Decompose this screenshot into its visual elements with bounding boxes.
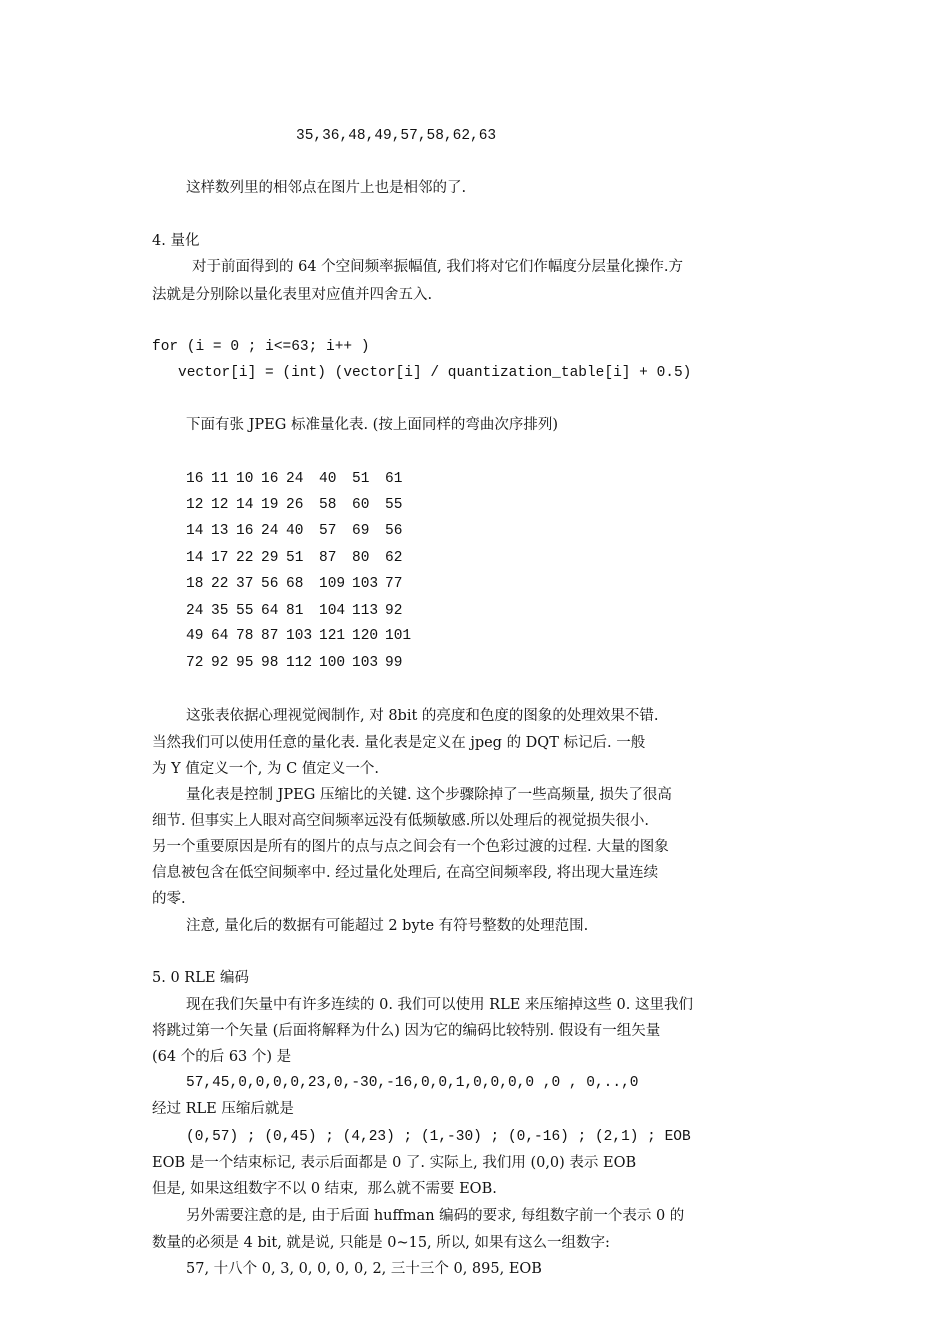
table-cell: 12 bbox=[186, 497, 204, 513]
section-heading-rle: 5. 0 RLE 编码 bbox=[152, 970, 250, 986]
table-cell: 22 bbox=[236, 550, 254, 566]
table-cell: 11 bbox=[211, 471, 229, 487]
table-cell: 16 bbox=[261, 471, 279, 487]
paragraph-line: 将跳过第一个矢量 (后面将解释为什么) 因为它的编码比较特别. 假设有一组矢量 bbox=[152, 1023, 661, 1039]
paragraph-line: 这样数列里的相邻点在图片上也是相邻的了. bbox=[186, 180, 467, 196]
table-cell: 56 bbox=[261, 576, 279, 592]
table-cell: 92 bbox=[211, 655, 229, 671]
paragraph-line: 另外需要注意的是, 由于后面 huffman 编码的要求, 每组数字前一个表示 0 的 bbox=[186, 1208, 685, 1224]
table-row bbox=[186, 521, 418, 541]
table-row bbox=[186, 626, 418, 646]
paragraph-line: 对于前面得到的 64 个空间频率振幅值, 我们将对它们作幅度分层量化操作.方 bbox=[192, 259, 683, 275]
table-row bbox=[186, 469, 418, 489]
table-cell: 104 bbox=[319, 603, 346, 619]
table-cell: 29 bbox=[261, 550, 279, 566]
table-cell: 55 bbox=[236, 603, 254, 619]
table-cell: 109 bbox=[319, 576, 346, 592]
table-cell: 87 bbox=[319, 550, 337, 566]
table-cell: 18 bbox=[186, 576, 204, 592]
paragraph-line: 经过 RLE 压缩后就是 bbox=[152, 1101, 294, 1117]
paragraph-line: 为 Y 值定义一个, 为 C 值定义一个. bbox=[152, 761, 379, 777]
table-row bbox=[186, 601, 418, 621]
paragraph-line: 另一个重要原因是所有的图片的点与点之间会有一个色彩过渡的过程. 大量的图象 bbox=[152, 839, 669, 855]
table-cell: 51 bbox=[286, 550, 304, 566]
table-cell: 120 bbox=[352, 628, 379, 644]
table-cell: 14 bbox=[186, 523, 204, 539]
paragraph-line: 但是, 如果这组数字不以 0 结束, 那么就不需要 EOB. bbox=[152, 1181, 497, 1197]
table-cell: 40 bbox=[319, 471, 337, 487]
table-row bbox=[186, 548, 418, 568]
table-cell: 100 bbox=[319, 655, 346, 671]
paragraph-line: EOB 是一个结束标记, 表示后面都是 0 了. 实际上, 我们用 (0,0) 表示 EOB bbox=[152, 1155, 637, 1171]
table-cell: 55 bbox=[385, 497, 403, 513]
table-cell: 61 bbox=[385, 471, 403, 487]
table-cell: 16 bbox=[236, 523, 254, 539]
table-cell: 95 bbox=[236, 655, 254, 671]
paragraph-line: 当然我们可以使用任意的量化表. 量化表是定义在 jpeg 的 DQT 标记后. 一般 bbox=[152, 735, 646, 751]
table-cell: 113 bbox=[352, 603, 379, 619]
table-cell: 60 bbox=[352, 497, 370, 513]
table-cell: 12 bbox=[211, 497, 229, 513]
table-cell: 14 bbox=[186, 550, 204, 566]
table-cell: 64 bbox=[261, 603, 279, 619]
table-cell: 16 bbox=[186, 471, 204, 487]
paragraph-line: 现在我们矢量中有许多连续的 0. 我们可以使用 RLE 来压缩掉这些 0. 这里我们 bbox=[186, 997, 693, 1013]
table-cell: 58 bbox=[319, 497, 337, 513]
table-cell: 24 bbox=[286, 471, 304, 487]
table-cell: 98 bbox=[261, 655, 279, 671]
paragraph-line: 这张表依据心理视觉阀制作, 对 8bit 的亮度和色度的图象的处理效果不错. bbox=[186, 708, 659, 724]
table-cell: 99 bbox=[385, 655, 403, 671]
table-cell: 51 bbox=[352, 471, 370, 487]
paragraph-line: 注意, 量化后的数据有可能超过 2 byte 有符号整数的处理范围. bbox=[186, 918, 589, 934]
sequence-example: 57, 十八个 0, 3, 0, 0, 0, 0, 2, 三十三个 0, 895, EOB bbox=[186, 1261, 542, 1277]
table-cell: 13 bbox=[211, 523, 229, 539]
table-cell: 37 bbox=[236, 576, 254, 592]
code-line: vector[i] = (int) (vector[i] / quantization_table[i] + 0.5) bbox=[178, 365, 692, 381]
table-cell: 68 bbox=[286, 576, 304, 592]
table-cell: 72 bbox=[186, 655, 204, 671]
table-cell: 64 bbox=[211, 628, 229, 644]
code-line: for (i = 0 ; i<=63; i++ ) bbox=[152, 339, 370, 355]
table-cell: 26 bbox=[286, 497, 304, 513]
table-row bbox=[186, 653, 418, 673]
table-cell: 103 bbox=[352, 576, 379, 592]
table-cell: 77 bbox=[385, 576, 403, 592]
table-cell: 56 bbox=[385, 523, 403, 539]
table-cell: 80 bbox=[352, 550, 370, 566]
paragraph-line: 法就是分别除以量化表里对应值并四舍五入. bbox=[152, 287, 433, 303]
table-row bbox=[186, 574, 418, 594]
table-row bbox=[186, 495, 418, 515]
table-cell: 103 bbox=[352, 655, 379, 671]
section-heading-quantization: 4. 量化 bbox=[152, 233, 200, 249]
table-cell: 62 bbox=[385, 550, 403, 566]
table-cell: 69 bbox=[352, 523, 370, 539]
table-cell: 24 bbox=[186, 603, 204, 619]
table-cell: 22 bbox=[211, 576, 229, 592]
paragraph-line: 信息被包含在低空间频率中. 经过量化处理后, 在高空间频率段, 将出现大量连续 bbox=[152, 865, 659, 881]
table-cell: 24 bbox=[261, 523, 279, 539]
table-cell: 78 bbox=[236, 628, 254, 644]
zigzag-sequence-tail: 35,36,48,49,57,58,62,63 bbox=[296, 128, 497, 144]
table-cell: 57 bbox=[319, 523, 337, 539]
table-cell: 40 bbox=[286, 523, 304, 539]
table-cell: 121 bbox=[319, 628, 346, 644]
paragraph-line: 下面有张 JPEG 标准量化表. (按上面同样的弯曲次序排列) bbox=[186, 417, 558, 433]
paragraph-line: (64 个的后 63 个) 是 bbox=[152, 1049, 292, 1065]
table-cell: 112 bbox=[286, 655, 313, 671]
vector-example: 57,45,0,0,0,0,23,0,-30,-16,0,0,1,0,0,0,0 ,0 , 0,..,0 bbox=[186, 1075, 639, 1091]
paragraph-line: 细节. 但事实上人眼对高空间频率远没有低频敏感.所以处理后的视觉损失很小. bbox=[152, 813, 649, 829]
table-cell: 81 bbox=[286, 603, 304, 619]
table-cell: 103 bbox=[286, 628, 313, 644]
table-cell: 92 bbox=[385, 603, 403, 619]
table-cell: 19 bbox=[261, 497, 279, 513]
table-cell: 101 bbox=[385, 628, 412, 644]
rle-example: (0,57) ; (0,45) ; (4,23) ; (1,-30) ; (0,-16) ; (2,1) ; EOB bbox=[186, 1129, 691, 1145]
table-cell: 87 bbox=[261, 628, 279, 644]
table-cell: 17 bbox=[211, 550, 229, 566]
paragraph-line: 的零. bbox=[152, 891, 186, 907]
paragraph-line: 量化表是控制 JPEG 压缩比的关键. 这个步骤除掉了一些高频量, 损失了很高 bbox=[186, 787, 672, 803]
table-cell: 35 bbox=[211, 603, 229, 619]
table-cell: 10 bbox=[236, 471, 254, 487]
table-cell: 14 bbox=[236, 497, 254, 513]
table-cell: 49 bbox=[186, 628, 204, 644]
paragraph-line: 数量的必须是 4 bit, 就是说, 只能是 0~15, 所以, 如果有这么一组数字: bbox=[152, 1235, 610, 1251]
